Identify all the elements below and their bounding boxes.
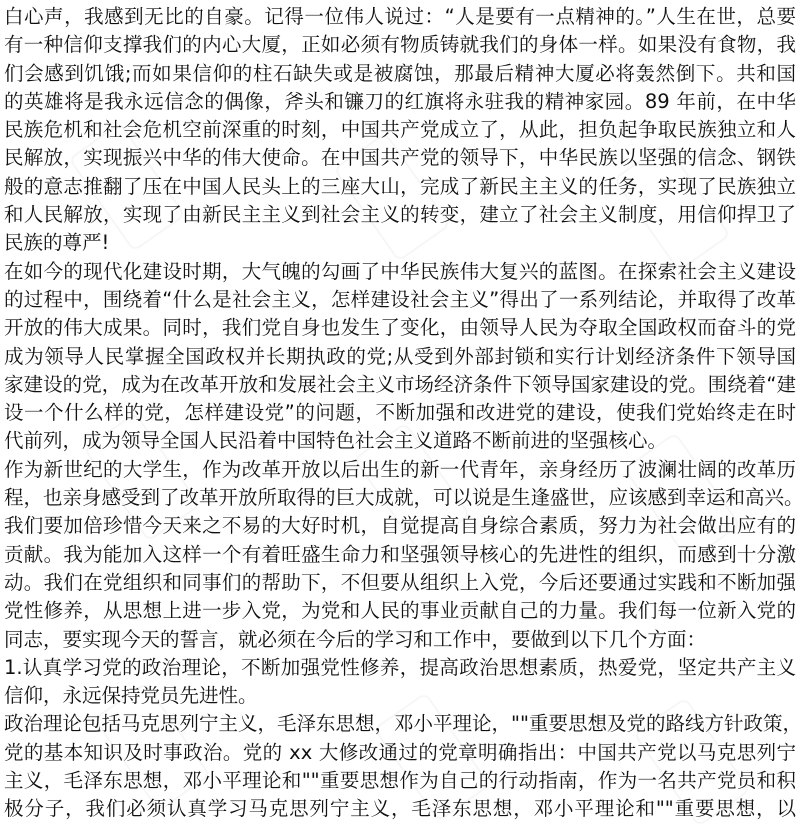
text-line: 极分子，我们必须认真学习马克思列宁主义，毛泽东思想，邓小平理论和""重要思想，以 [4,797,796,821]
text-line: 作为新世纪的大学生，作为改革开放以后出生的新一代青年，亲身经历了波澜壮阔的改革历 [4,457,796,481]
text-line: 民解放，实现振兴中华的伟大使命。在中国共产党的领导下，中华民族以坚强的信念、钢铁 [4,146,796,170]
text-line: 开放的伟大成果。同时，我们党自身也发生了变化，由领导人民为夺取全国政权而奋斗的党 [4,316,796,340]
text-line: 贡献。我为能加入这样一个有着旺盛生命力和坚强领导核心的先进性的组织，而感到十分激 [4,542,796,566]
text-line: 的英雄将是我永远信念的偶像，斧头和镰刀的红旗将永驻我的精神家园。89 年前，在中华 [4,89,796,113]
text-line: 家建设的党，成为在改革开放和发展社会主义市场经济条件下领导国家建设的党。围绕着“建 [4,372,796,396]
text-line: 政治理论包括马克思列宁主义，毛泽东思想，邓小平理论，""重要思想及党的路线方针政策， [4,712,802,736]
text-line: 民族危机和社会危机空前深重的时刻，中国共产党成立了，从此，担负起争取民族独立和人 [4,118,796,142]
text-line: 成为领导人民掌握全国政权并长期执政的党;从受到外部封锁和实行计划经济条件下领导国 [4,344,796,368]
text-line: 有一种信仰支撑我们的内心大厦，正如必须有物质铸就我们的身体一样。如果没有食物，我 [4,33,796,57]
document-body [4,3,804,824]
text-line: 般的意志推翻了压在中国人民头上的三座大山，完成了新民主主义的任务，实现了民族独立 [4,174,796,198]
text-line: 设一个什么样的党，怎样建设党”的问题，不断加强和改进党的建设，使我们党始终走在时 [4,401,796,425]
text-line: 们会感到饥饿;而如果信仰的柱石缺失或是被腐蚀，那最后精神大厦必将轰然倒下。共和国 [4,61,796,85]
text-line: 程，也亲身感受到了改革开放所取得的巨大成就，可以说是生逢盛世，应该感到幸运和高兴。 [4,486,804,510]
text-line: 主义，毛泽东思想，邓小平理论和""重要思想作为自己的行动指南，作为一名共产党员和积 [4,769,796,793]
text-line: 民族的尊严! [4,231,110,255]
text-line: 信仰，永远保持党员先进性。 [4,684,258,708]
text-line: 党的基本知识及时事政治。党的 xx 大修改通过的党章明确指出：中国共产党以马克思列宁 [4,740,796,764]
text-line: 动。我们在党组织和同事们的帮助下，不但要从组织上入党，今后还要通过实践和不断加强 [4,570,796,594]
text-line: 在如今的现代化建设时期，大气魄的勾画了中华民族伟大复兴的蓝图。在探索社会主义建设 [4,259,796,283]
text-line: 1.认真学习党的政治理论，不断加强党性修养，提高政治思想素质，热爱党，坚定共产主义 [4,655,796,679]
text-line: 党性修养，从思想上进一步入党，为党和人民的事业贡献自己的力量。我们每一位新入党的 [4,599,796,623]
text-line: 白心声，我感到无比的自豪。记得一位伟人说过：“人是要有一点精神的。”人生在世，总要 [4,5,796,28]
text-line: 我们要加倍珍惜今天来之不易的大好时机，自觉提高自身综合素质，努力为社会做出应有的 [4,514,796,538]
text-line: 同志，要实现今天的誓言，就必须在今后的学习和工作中，要做到以下几个方面： [4,627,707,651]
text-line: 代前列，成为领导全国人民沿着中国特色社会主义道路不断前进的坚强核心。 [4,429,668,453]
text-line: 和人民解放，实现了由新民主主义到社会主义的转变，建立了社会主义制度，用信仰捍卫了 [4,203,796,227]
text-line: 的过程中，围绕着“什么是社会主义，怎样建设社会主义”得出了一系列结论，并取得了改革 [4,287,796,311]
